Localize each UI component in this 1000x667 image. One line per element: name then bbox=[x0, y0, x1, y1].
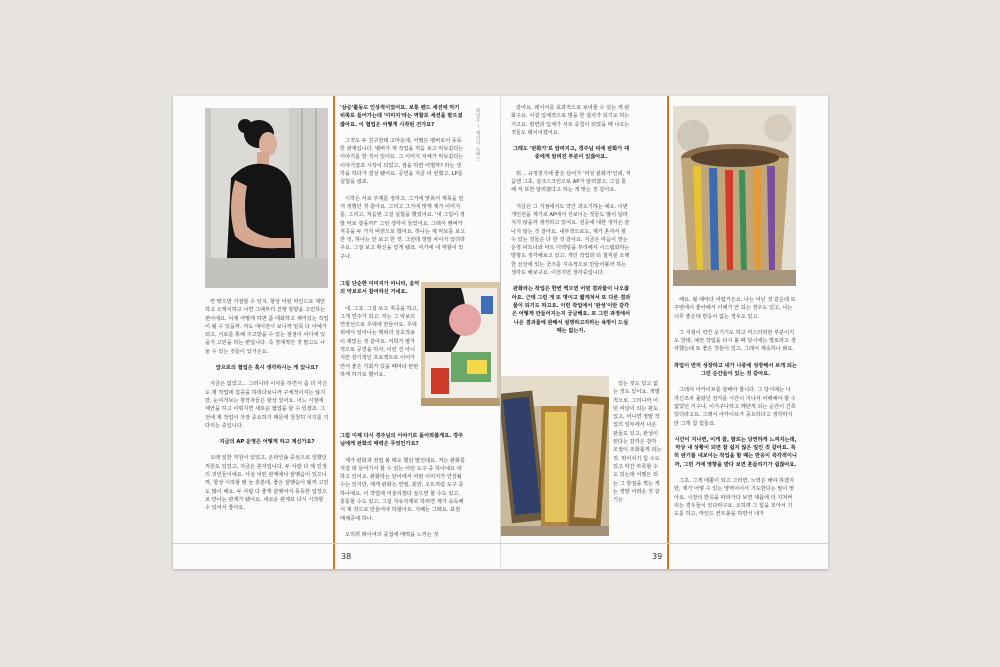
left-col2-text bbox=[340, 104, 466, 294]
right-col4-text bbox=[674, 296, 797, 542]
orange-column-rule bbox=[333, 96, 335, 569]
paragraph: 네, 그죠. 그걸 보고 직곡을 하고, 그게 연주가 되고. 저는 그 악보의 연장선으로 무대에 만들어요. 무대 위에서 일어나는 행위의 상호작용이 재밌는 것 같아요. 저희가 평가적으로 공연을 하자, 이런 건 아니지만 장기적인 프로젝트로 이어가면서 좋은 기회가 있을 때마다 탄탄하게 하기로 했어요. bbox=[340, 305, 419, 378]
paragraph: 제가 판화과 전업 볼 때도 했던 말인데요. 저는 판화를 직접 데 들어가서 할 수 있는 어떤 도구 중 하나네요 대하고 있어요. 판화라는 단어에서 어떤 이미지가 연상될 수는 있지만, 제게 판화는 연필, 붓만, 오트처럼 도구 중 하나예요. 이 작업에 어울리겠다 싶으면 할 수도 있고, 흥롱할 수도 있고, 그걸 자유자재로 하려면 제가 숙독해서 제 것으로 만들어야 하잖아요. 지혜는 그래요. 표현 매체중에 하나. bbox=[340, 457, 466, 522]
interview-question: 시간이 지나면, 이게 참, 말로는 당연하게 느껴지는데, 막상 내 상황이 되면 참 쉽지 않은 일인 것 같아요. 특히 판기를 내보이는 작업을 할 때는 반응이 즉각적이니까, 그런 거에 영향을 받다 보면 흔들리기가 쉽잖아요. bbox=[674, 436, 797, 468]
paragraph: 시작은 서로 주제를 정하고, 그거에 맞춰서 제목을 먼저 정했던 것 같아요. 그리고 그거에 맞게 제가 이미지를, 그리고, 처음엔 그걸 실험을 했었어요. '내 그림이 정말 악보 같을까?' 그런 생각이 들었어요. 그래서 멤버가 직곡을 두 가지 버전으로 했어요. 하나는 제 악보를 보고 한 것, 하나는 안 보고 한 것. 그런데 정말 차이가 있더라구요. 그걸 보고 확신을 얻게 됐죠. 여기에 내 역할이 있구나. bbox=[340, 195, 466, 260]
interview-question: '삼승'활동도 인상적이었어요. 보통 밴드 세션에 악기 뒤쪽로 들어가는데 '이미지'라는 역할로 세션을 맡으셨잖아요. 이 협업은 어떻게 시작된 건가요? bbox=[340, 105, 463, 128]
left-col2-lower-text bbox=[340, 432, 466, 544]
artwork-illustration bbox=[421, 282, 501, 406]
paragraph: 뭐… 규정짓기에 좋은 단어가 '미성 판화가'인데, 처음엔 그초, 실크스크린으로 AP가 알려졌고, 그걸 통해 저 또한 알려졌다고 하는 게 맞는 것 같아요. bbox=[511, 170, 631, 194]
magazine-spread bbox=[173, 96, 828, 569]
paragraph: 그초, 그게 애쫓이 되고 그러면, 노력은 해야 하겠지만, 제가 어떻 수 있는 영역이어서 기도한다는 말이 맞아요. 시장의 반응을 따라가다 보면 제품에 더 지쳐버리는 경우들이 있다라구요. 오히려 그 힘을 모아서 기도를 하고, 마인드 컨트롤을 하면서 내가 bbox=[674, 478, 795, 518]
right-col3-narrow-text bbox=[613, 380, 663, 538]
portrait-photo bbox=[205, 108, 328, 288]
footer-line bbox=[173, 543, 500, 544]
studio-illustration bbox=[501, 376, 609, 536]
paragraph: 오히려 레이어의 중첩에 매력을 느끼는 것 bbox=[345, 531, 439, 538]
artwork-photo bbox=[421, 282, 501, 406]
interview-question: 그림 단순한 이미지가 아니라, 음악의 악보로서 참여하신 거네요. bbox=[340, 281, 420, 296]
paragraph: 해요. 될 때마다 어렵거든요. 나는 어닌 것 같은데 또 주변에서 좋아해서 이해가 안 되는 경우도 있고, 나는 너무 좋은데 반응이 없는 경우도 있고. bbox=[674, 297, 796, 320]
page-number-right: 39 bbox=[652, 552, 663, 561]
paragraph: 지금은 없었고… 그러나라 이사를 하면서 좀 더 자신도 제 작업에 집중을 하려다보니까 구체적이지는 않지만, 눈여겨보는 창작자들은 항상 있어요. 어느 시점에 제안을 하고 이뤄지면 새로운 협업을 할 수 있겠죠. 그 전에 제 작업이 가장 중요하기 때문에 천천히 시기를 기다리는 중입니다. bbox=[205, 381, 329, 429]
paint-bucket-illustration bbox=[673, 106, 796, 286]
portrait-illustration bbox=[205, 108, 328, 288]
left-col2-narrow-text bbox=[340, 280, 420, 432]
interview-question: 작업이 면저 성장하고 내가 나중에 성장해서 보게 되는 그런 순간들이 있는 것 같아요. bbox=[674, 362, 797, 378]
left-col1-text bbox=[205, 298, 329, 536]
paint-bucket-photo bbox=[673, 106, 796, 286]
page-number-left: 38 bbox=[341, 552, 352, 561]
interview-question: 앞으로의 협업은 혹시 생각하시는 게 있나요? bbox=[215, 365, 319, 372]
interview-question: 지금의 AP 운영은 어떻게 하고 계신가요? bbox=[219, 439, 315, 446]
paragraph: 면 맞으면 거절할 수 있지. 항상 어떤 마인드로 제안하고 오케이하고 나면 그때부터 진행 방향을 고민하는 편이에요. 이제 어떻게 하면 좀 대화하고 재미있는 작업이 될 수 있을까. 저도 에이전시 보니까 얻목 다 아예가 되고, 서로를 통해 주고받을 수 있는 점점이 어디에 있을지 고민을 하는 편입니다. 즉 경계적인 것 말고도 나눌 수 있는 것들이 있거든요. bbox=[205, 299, 329, 355]
paragraph: 같아요. 레이어를 효과적으로 보여줄 수 있는 게 판화구요. 이걸 입체적으로 평을 한 설치가 되기도 하는 거고요. 평면과 입체가 서로 중첩이 되었을 때 나오는 것들도 레이어겠어요. bbox=[511, 105, 630, 136]
paragraph: 그래서 아카이브를 잘해야 합니다. 그 당시에는 나 자신조차 몰랐던 전가를 시간이 지나서 어해해야 할 수 없었던 거구나, 이거구나하고 깨닫게 되는 순간이 간혹 있더라고요. 그래서 아카이브가 중요하다고 생각하지만 그게 참 힘들죠. bbox=[674, 387, 796, 427]
paragraph: 있는 것도 있고 없는 것도 있어요. 개별적으로. 그리니까 어떤 비탕이 되는 판도 있고, 어니면 정말 작업의 일부에서 나온 판들도 있고, 완성이 된다는 감각은 감각 조절이 조화롭게 되는 것. 뭐어치기 힘 수도 있고 악간 부족할 수도 있는데 어쨌든 되는 그 방점을 찍는 게는 정말 어려운 것 같기는 bbox=[613, 381, 662, 504]
paragraph: 그 지점이 약간 웃기기도 하고 미스터리한 부분이기도 한데, 예전 작업을 다시 볼 때 당시에는 별로라고 생각했는데 또 좋은 것들이 있고, 그래서 계속하나 봐요. bbox=[674, 329, 796, 353]
right-col3-text bbox=[511, 104, 631, 366]
paragraph: 지금은 그 지점에서도 약간 과도기하는 예요. 이번 개인전을 계기로 AP에서 선보이는 것들도 많이 달라지지 않을까 생각하고 있어요. 전공에 대한 생각은 끝나지 않는 것 같아요. 내부적으로도, 제가 혼자서 할 수 있는 것들은 다 한 것 같아요. 지금은 마음이 맞는 운영 파트너와 머트 디렉팅을 부리해서 시스템화하는 방향도 생각해보고 있고, 개인 작업과 더 철저분 오랫한 선상에 있는 굿즈를 지속적으로 만들어볼까 하는 생각도 해보구요. 이전지면 생각중입니다. bbox=[511, 203, 630, 277]
footer-line bbox=[501, 543, 828, 544]
vertical-credit: 최경주 — 에이피 프레스 bbox=[475, 108, 480, 162]
interview-question: 그럼 이제 다시 경주님의 이야기로 돌아와볼게요. 경주님에게 판화의 매력은 무엇인가요? bbox=[340, 433, 464, 448]
paragraph: 그것도 두 친구한테 고마운데, 어쨌든 멤버로서 동등한 관계입니다. 멤버가 제 작업을 처음 보고 악보같다는 이야기를 한 적이 있어요. 그 이미지 자체가 악보같다는 이야기였죠 시작이 되었고, 점을 하면 어떨까? 라는 생각을 하다가 결성 됐어요. 공연을 지금 더 빈했고, LP를 실험을 냈죠. bbox=[340, 137, 464, 186]
interview-question: 판화라는 작업은 한번 찍으면 어떤 결과물이 나오잖아요. 근데 그런 게 또 명이고 짧게처서 또 다른 결과물이 되기도 하고요. 이런 작업에서 '완성'이란 감각은 어떻게 만들어지는지 궁금해요. 또 그런 과정에서 나온 결과물에 관해서 설명하고자하는 욕망이 드실 때는 없는지. bbox=[511, 286, 631, 334]
orange-column-rule bbox=[667, 96, 669, 569]
interview-question: 그래도 '판화가'로 알려지고, 경주님 덕에 판화가 대중에게 알려진 부분이 있잖아요. bbox=[512, 146, 630, 161]
studio-photo bbox=[501, 376, 609, 536]
paragraph: 오래 일한 직원이 있었고, 온라인숍 중심으로 일했던 직원도 있었고, 지금은 혼자입니다. 두 사람 다 제 인생의 귀인들이에요. 사실 어떤 관계에나 끝맺음이 있으니까, 항상 시작할 땐 늘 흥분데, 좋은 끝맺음이 될까 고민도 많이 해요. 두 사람 다 좋게 끝맺어서 동등한 입장으로 만나는 관계가 됐어요. 새로운 관계로 다시 시작할 수 있어서 좋아요. bbox=[205, 455, 329, 512]
